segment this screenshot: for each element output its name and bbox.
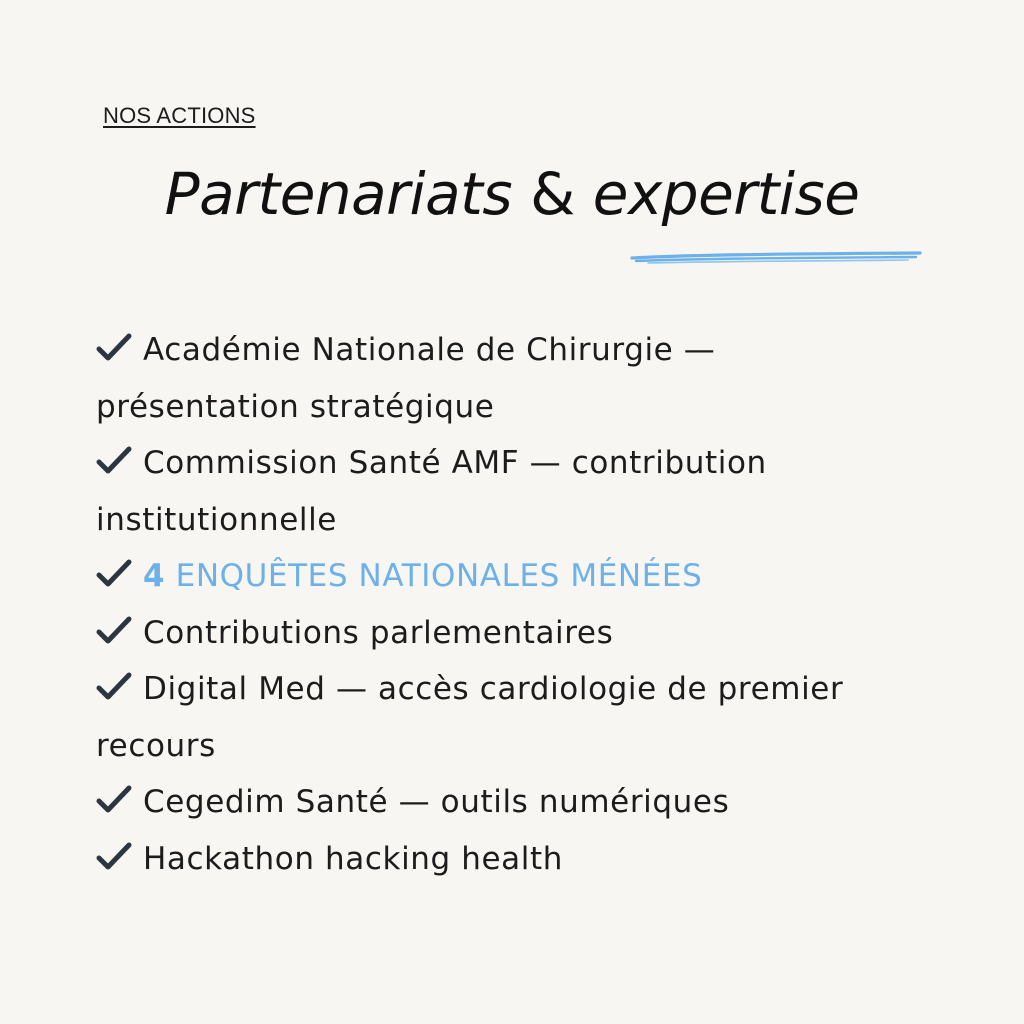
list-item [96,774,896,831]
list-item [96,831,896,888]
list-item [96,322,896,435]
list-item-highlight [96,548,896,605]
list-item-text: Contributions parlementaires [143,614,614,651]
checkmark-icon [96,672,132,702]
checkmark-icon [96,333,132,363]
title-ampersand: & [530,160,575,228]
section-eyebrow: NOS ACTIONS [103,103,256,128]
checkmark-icon [96,446,132,476]
page-title [0,160,1024,228]
list-item-text: Hackathon hacking health [143,840,563,877]
checkmark-icon [96,785,132,815]
list-item [96,605,896,662]
checkmark-icon [96,616,132,646]
list-item-text: Digital Med — accès cardiologie de premier recours [96,671,844,764]
actions-list [96,322,896,887]
list-item-text: Académie Nationale de Chirurgie — présentation stratégique [96,332,716,425]
list-item-text: Commission Santé AMF — contribution institutionnelle [96,445,767,538]
list-item [96,661,896,774]
list-item-text: ENQUÊTES NATIONALES MÉNÉES [175,558,703,594]
checkmark-icon [96,559,132,589]
list-item-text: Cegedim Santé — outils numériques [143,784,730,820]
survey-count: 4 [143,558,166,594]
title-part-1: Partenariats [164,160,513,228]
title-underline-brush [628,246,924,268]
title-part-2: expertise [592,160,860,228]
list-item [96,435,896,548]
checkmark-icon [96,842,132,872]
